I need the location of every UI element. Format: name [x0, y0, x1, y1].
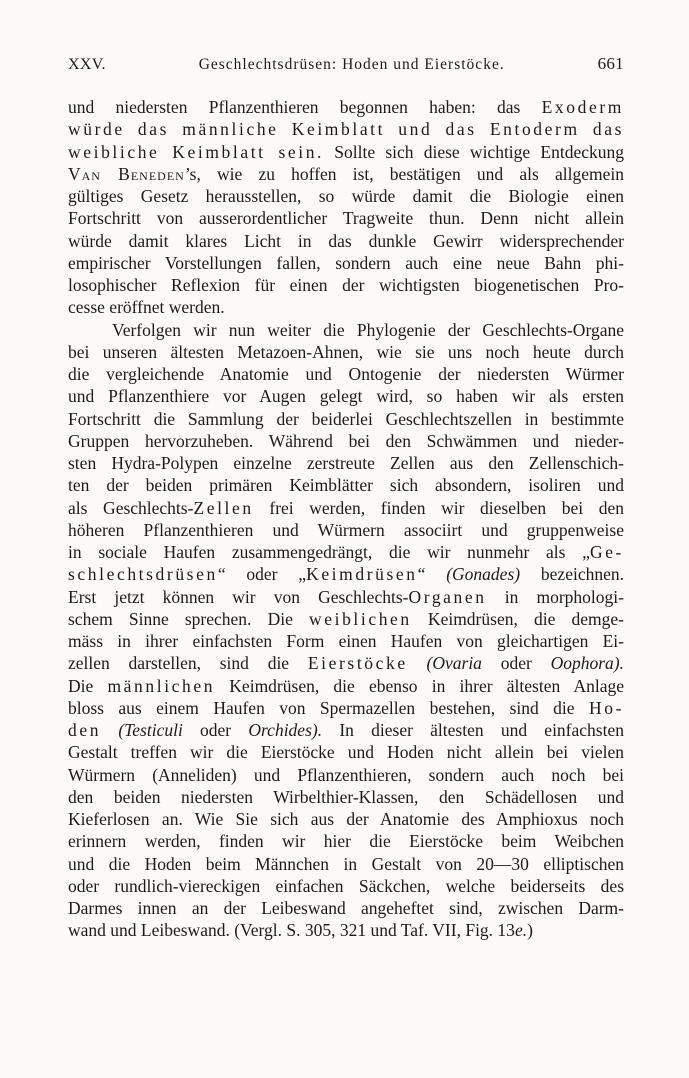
- text-line: [68, 341, 624, 363]
- text-line: [68, 586, 624, 608]
- text-line: [68, 408, 624, 430]
- text-line: [68, 296, 624, 318]
- spaced-emphasis: würde das männliche Keimblatt und das Entoderm das: [68, 119, 624, 140]
- text-run: Keimdrüsen, die demge-: [411, 608, 624, 629]
- text-run: empirischer Vorstellungen fallen, sondern auch eine neue Bahn phi-: [68, 252, 624, 273]
- text-line: [68, 786, 624, 808]
- text-run: den beiden niedersten Wirbelthier-Klassen, den Schädellosen und: [68, 786, 624, 807]
- text-run: [101, 720, 118, 740]
- text-line: [68, 541, 624, 563]
- text-run: als Geschlechts-: [68, 497, 194, 518]
- text-run: In dieser ältesten und einfachsten: [322, 720, 624, 740]
- text-line: [68, 96, 624, 118]
- text-run: höheren Pflanzenthieren und Würmern associirt und gruppenweise: [68, 519, 624, 540]
- text-run: cesse eröffnet werden.: [68, 297, 225, 318]
- text-line: [68, 830, 624, 852]
- text-run: Darmes innen an der Leibeswand angeheftet sind, zwischen Darm-: [68, 898, 624, 918]
- text-run: ’s, wie zu hoffen ist, bestätigen und als allgemein: [184, 163, 624, 184]
- text-run: Fortschritt von ausserordentlicher Tragweite thun. Denn nicht allein: [68, 208, 624, 229]
- text-line: [68, 875, 624, 897]
- book-page: [68, 54, 624, 942]
- text-run: oder: [481, 653, 551, 674]
- italic-term: (Gonades): [446, 564, 521, 585]
- spaced-emphasis: schlechtsdrüsen: [68, 564, 218, 585]
- italic-term: e.: [514, 920, 528, 941]
- text-line: [68, 897, 624, 919]
- text-line: [68, 474, 624, 496]
- text-run: Kieferlosen an. Wie Sie sich aus der Anatomie des Amphioxus noch: [68, 809, 624, 829]
- running-header: [68, 54, 624, 82]
- text-line: [68, 274, 624, 296]
- text-line: [68, 319, 624, 341]
- text-line: [68, 252, 624, 274]
- text-run: zellen darstellen, sind die: [68, 653, 308, 674]
- text-run: Erst jetzt können wir von Geschlechts-: [68, 586, 409, 607]
- text-run: die vergleichende Anatomie und Ontogenie der niedersten Würmer: [68, 364, 624, 384]
- text-line: [68, 363, 624, 385]
- text-run: “: [417, 564, 447, 585]
- text-run: Keimdrüsen, die ebenso in ihrer ältesten Anlage: [215, 675, 624, 696]
- text-line: [68, 497, 624, 519]
- text-run: Fortschritt die Sammlung der beiderlei Geschlechtszellen in bestimmte: [68, 408, 624, 429]
- text-run: wand und Leibeswand. (Vergl. S. 305, 321 und Taf. VII, Fig. 13: [68, 920, 515, 941]
- text-run: schem Sinne sprechen. Die: [68, 608, 309, 629]
- spaced-emphasis: Organen: [408, 586, 487, 607]
- text-line: [68, 719, 624, 741]
- text-line: [68, 563, 624, 585]
- text-run: frei werden, finden wir dieselben bei den: [253, 497, 624, 518]
- spaced-emphasis: Zellen: [193, 497, 254, 518]
- text-run: losophischer Reflexion für einen der wichtigsten biogenetischen Pro-: [68, 275, 624, 295]
- italic-term: (Testiculi: [118, 720, 183, 740]
- text-run: ): [527, 920, 533, 941]
- text-run: [408, 653, 427, 673]
- text-run: Würmern (Anneliden) und Pflanzenthieren, sondern auch noch bei: [68, 764, 624, 785]
- text-line: [68, 207, 624, 229]
- text-run: oder rundlich-viereckigen einfachen Säckchen, welche beiderseits des: [68, 875, 624, 896]
- text-run: Sollte sich diese wichtige Entdeckung: [324, 141, 624, 162]
- text-run: bloss aus einem Haufen von Spermazellen bestehen, sind die: [68, 697, 589, 718]
- text-run: in morphologi-: [486, 586, 624, 607]
- page-number: 661: [597, 54, 624, 73]
- text-line: [68, 519, 624, 541]
- text-run: ten der beiden primären Keimblätter sich absondern, isoliren und: [68, 475, 624, 496]
- text-line: [68, 430, 624, 452]
- spaced-emphasis: Eierstöcke: [307, 653, 408, 674]
- text-run: Gestalt treffen wir die Eierstöcke und Hoden nicht allein bei vielen: [68, 742, 624, 763]
- author-name: Van Beneden: [68, 163, 185, 184]
- text-line: [68, 141, 624, 163]
- italic-term: Oophora).: [550, 653, 625, 674]
- text-line: [68, 697, 624, 719]
- text-run: erinnern werden, finden wir hier die Eierstöcke beim Weibchen: [68, 831, 624, 852]
- text-run: in sociale Haufen zusammengedrängt, die wir nunmehr als „: [68, 542, 590, 562]
- text-line: [68, 764, 624, 786]
- body-text: [68, 96, 624, 942]
- text-line: [68, 163, 624, 185]
- spaced-emphasis: den: [68, 720, 102, 740]
- text-run: Verfolgen wir nun weiter die Phylogenie der Geschlechts-Organe: [112, 319, 624, 340]
- spaced-emphasis: Exoderm: [541, 97, 624, 117]
- spaced-emphasis: Ge-: [589, 542, 624, 562]
- text-line: [68, 608, 624, 630]
- text-run: bezeichnen.: [520, 564, 624, 585]
- italic-term: (Ovaria: [426, 653, 482, 674]
- text-run: oder: [182, 720, 249, 740]
- text-line: [68, 741, 624, 763]
- text-run: “ oder „: [217, 564, 307, 585]
- text-line: [68, 185, 624, 207]
- spaced-emphasis: weibliche Keimblatt sein.: [68, 141, 325, 162]
- text-line: [68, 118, 624, 140]
- text-run: Die: [68, 675, 108, 696]
- text-run: würde damit klares Licht in das dunkle Gewirr widersprechender: [68, 230, 624, 251]
- text-run: gültiges Gesetz herausstellen, so würde damit die Biologie einen: [68, 186, 624, 206]
- spaced-emphasis: Keimdrüsen: [306, 564, 418, 585]
- text-run: sten Hydra-Polypen einzelne zerstreute Zellen aus den Zellenschich-: [68, 453, 624, 473]
- text-line: [68, 230, 624, 252]
- text-line: [68, 808, 624, 830]
- text-line: [68, 853, 624, 875]
- spaced-emphasis: weiblichen: [309, 608, 412, 629]
- text-run: und niedersten Pflanzenthieren begonnen haben: das: [68, 97, 542, 117]
- running-title: Geschlechtsdrüsen: Hoden und Eierstöcke.: [198, 56, 505, 73]
- text-line: [68, 919, 624, 941]
- spaced-emphasis: Ho-: [588, 697, 624, 718]
- text-line: [68, 652, 624, 674]
- text-line: [68, 452, 624, 474]
- spaced-emphasis: männlichen: [107, 675, 216, 696]
- italic-term: Orchides).: [248, 720, 323, 740]
- text-line: [68, 385, 624, 407]
- text-run: mäss in ihrer einfachsten Form einen Haufen von gleichartigen Ei-: [68, 631, 624, 651]
- text-line: [68, 630, 624, 652]
- text-run: Gruppen hervorzuheben. Während bei den Schwämmen und nieder-: [68, 430, 624, 451]
- chapter-number: XXV.: [68, 56, 106, 73]
- text-run: bei unseren ältesten Metazoen-Ahnen, wie sie uns noch heute durch: [68, 341, 624, 362]
- text-line: [68, 675, 624, 697]
- text-run: und Pflanzenthiere vor Augen gelegt wird, so haben wir als ersten: [68, 386, 624, 407]
- text-run: und die Hoden beim Männchen in Gestalt von 20—30 elliptischen: [68, 853, 624, 874]
